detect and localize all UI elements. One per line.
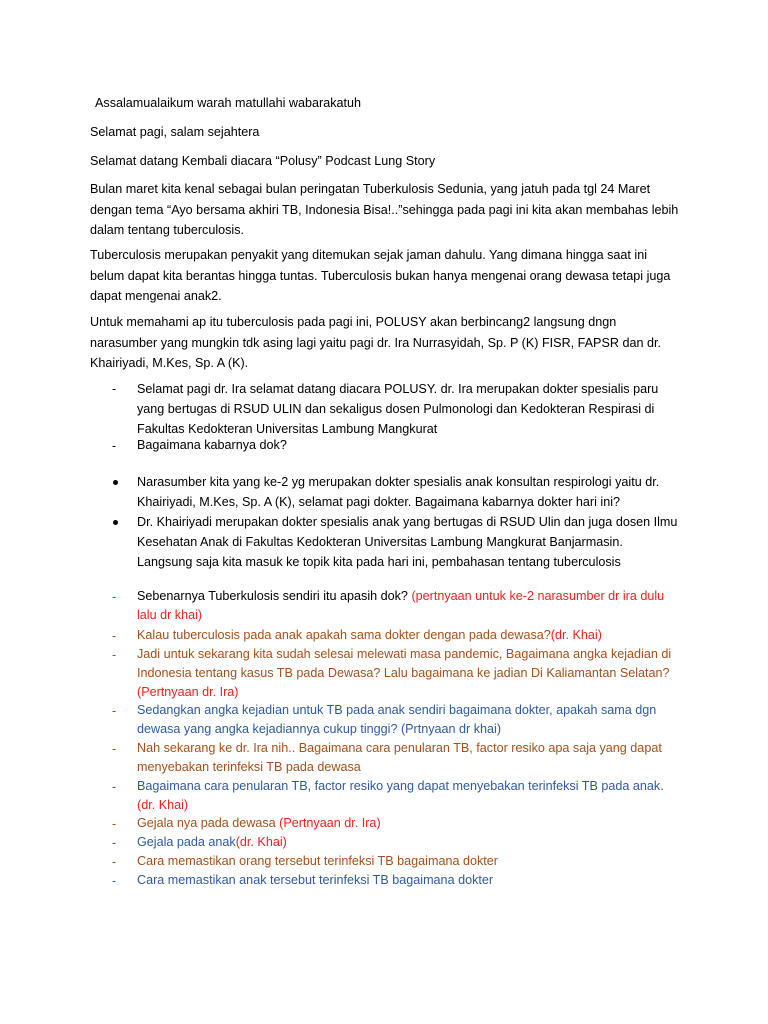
question-item: Gejala nya pada dewasa (Pertnyaan dr. Ira): [137, 816, 381, 830]
greeting-line-1: Assalamualaikum warah matullahi wabarakatuh: [95, 96, 361, 110]
paragraph-tb-history: Tuberculosis merupakan penyakit yang ditemukan sejak jaman dahulu. Yang dimana hingga saat ini belum dapat kita berantas hingga tuntas. Tuberculosis bukan hanya mengenai orang dewasa tetapi juga dapat mengenai anak2.: [90, 248, 671, 303]
dash-marker: -: [112, 855, 117, 869]
question-item: Sedangkan angka kejadian untuk TB pada anak sendiri bagaimana dokter, apakah sama dgn dewasa yang angka kejadiannya cukup tinggi? (Prtnyaan dr khai): [137, 703, 657, 737]
greeting-line-2: Selamat pagi, salam sejahtera: [90, 125, 260, 139]
dash-marker: -: [112, 382, 117, 396]
dash-marker: -: [112, 439, 117, 453]
question-item: Nah sekarang ke dr. Ira nih.. Bagaimana cara penularan TB, factor resiko apa saja yang dapat menyebakan terinfeksi TB pada dewasa: [137, 741, 662, 775]
question-item: Kalau tuberculosis pada anak apakah sama dokter dengan pada dewasa?(dr. Khai): [137, 628, 602, 642]
list-item: Bagaimana kabarnya dok?: [137, 438, 287, 452]
paragraph-tb-day: Bulan maret kita kenal sebagai bulan peringatan Tuberkulosis Sedunia, yang jatuh pada tgl 24 Maret dengan tema “Ayo bersama akhiri TB, Indonesia Bisa!..”sehingga pada pagi ini kita akan membahas lebih dalam tentang tuberculosis.: [90, 182, 679, 237]
dash-marker: -: [112, 704, 117, 718]
bullet-dot: [113, 520, 118, 525]
question-item: Bagaimana cara penularan TB, factor resiko yang dapat menyebakan terinfeksi TB pada anak. (dr. Khai): [137, 779, 664, 813]
question-item: Jadi untuk sekarang kita sudah selesai melewati masa pandemic, Bagaimana angka kejadian di Indonesia tentang kasus TB pada Dewasa? Lalu bagaimana ke jadian Di Kaliamantan Selatan? (Pertnyaan dr. Ira): [137, 647, 672, 700]
question-item: Cara memastikan anak tersebut terinfeksi TB bagaimana dokter: [137, 873, 494, 887]
dash-marker: -: [112, 874, 117, 888]
question-item: Gejala pada anak(dr. Khai): [137, 835, 287, 849]
list-item: Narasumber kita yang ke-2 yg merupakan dokter spesialis anak konsultan respirologi yaitu dr. Khairiyadi, M.Kes, Sp. A (K), selamat pagi dokter. Bagaimana kabarnya dokter hari ini?: [137, 475, 660, 509]
paragraph-guests-intro: Untuk memahami ap itu tuberculosis pada pagi ini, POLUSY akan berbincang2 langsung dngn narasumber yang mungkin tdk asing lagi yaitu pagi dr. Ira Nurrasyidah, Sp. P (K) FISR, FAPSR dan dr. Khairiyadi, M.Kes, Sp. A (K).: [90, 315, 661, 370]
list-item: Selamat pagi dr. Ira selamat datang diacara POLUSY. dr. Ira merupakan dokter spesialis paru yang bertugas di RSUD ULIN dan sekaligus dosen Pulmonologi dan Kedokteran Respirasi di Fakultas Kedokteran Universitas Lambung Mangkurat: [137, 382, 659, 436]
dash-marker: -: [112, 590, 117, 604]
greeting-line-3: Selamat datang Kembali diacara “Polusy” Podcast Lung Story: [90, 154, 436, 168]
dash-marker: -: [112, 648, 117, 662]
list-item: Dr. Khairiyadi merupakan dokter spesialis anak yang bertugas di RSUD Ulin dan juga dosen Ilmu Kesehatan Anak di Fakultas Kedokteran Universitas Lambung Mangkurat Banjarmasin. Langsung saja kita masuk ke topik kita pada hari ini, pembahasan tentang tuberculosis: [137, 515, 678, 569]
dash-marker: -: [112, 817, 117, 831]
dash-marker: -: [112, 629, 117, 643]
bullet-dot: [113, 480, 118, 485]
question-item: Sebenarnya Tuberkulosis sendiri itu apasih dok? (pertnyaan untuk ke-2 narasumber dr ira dulu lalu dr khai): [137, 589, 665, 623]
question-item: Cara memastikan orang tersebut terinfeksi TB bagaimana dokter: [137, 854, 498, 868]
dash-marker: -: [112, 836, 117, 850]
dash-marker: -: [112, 742, 117, 756]
dash-marker: -: [112, 780, 117, 794]
